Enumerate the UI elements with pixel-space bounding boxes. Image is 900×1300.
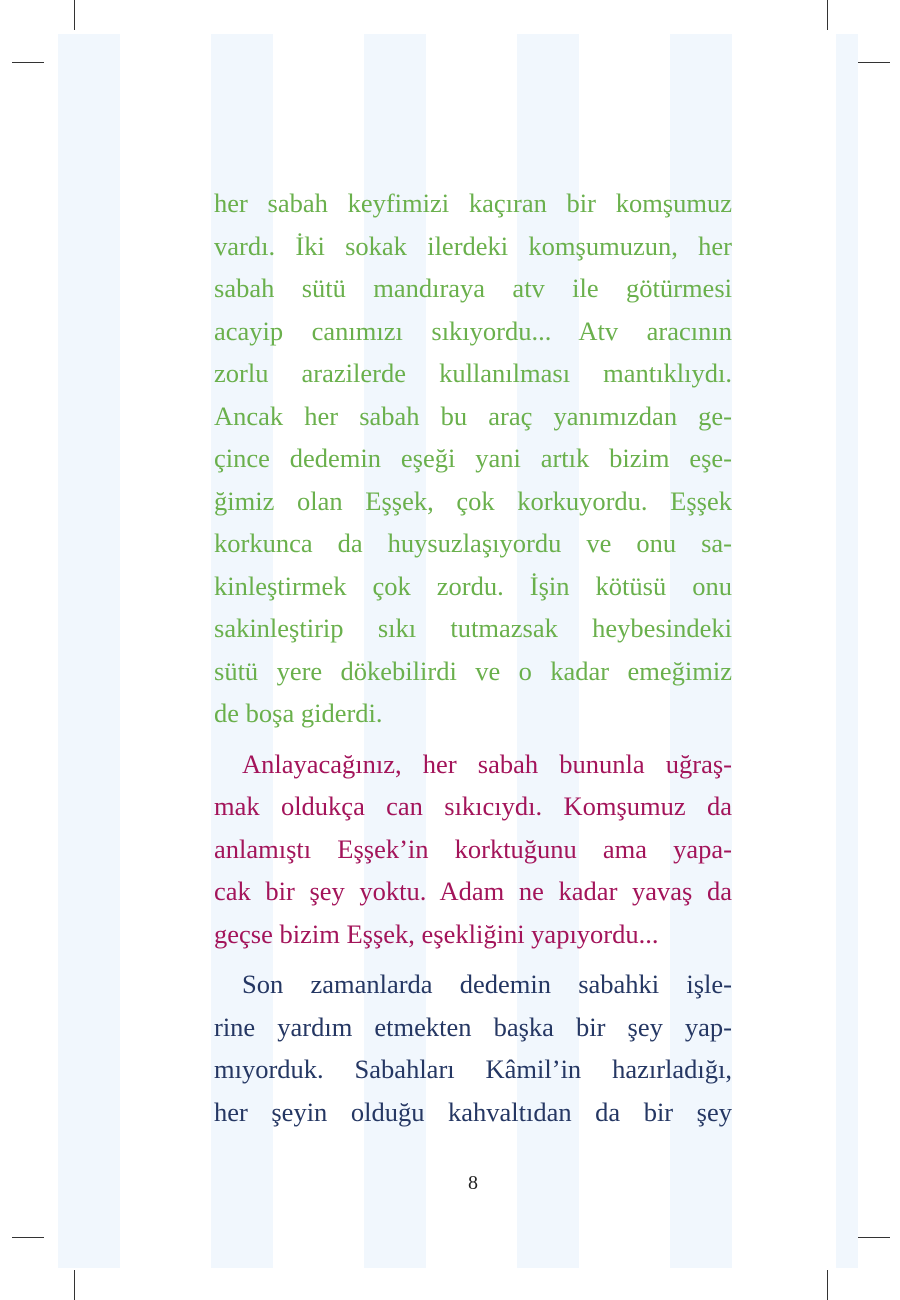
background-stripe	[58, 34, 120, 1268]
text-line: geçse bizim Eşşek, eşekliğini yapıyordu...	[214, 918, 659, 949]
text-line: ğimiz olan Eşşek, çok korkuyordu. Eşşek	[214, 485, 732, 516]
crop-mark-bottom-left	[12, 1237, 44, 1238]
text-line: vardı. İki sokak ilerdeki komşumuzun, her	[214, 230, 732, 261]
text-line: de boşa giderdi.	[214, 698, 383, 728]
text-line: Ancak her sabah bu araç yanımızdan ge-	[214, 400, 732, 431]
text-line: Son zamanlarda dedemin sabahki işle-	[242, 969, 732, 999]
crop-mark-top-left	[12, 62, 44, 63]
page-body-text	[214, 182, 732, 1133]
page-number: 8	[468, 1172, 478, 1194]
crop-mark-top-right	[858, 62, 890, 63]
text-line: mak oldukça can sıkıcıydı. Komşumuz da	[214, 791, 732, 821]
text-line: sabah sütü mandıraya atv ile götürmesi	[214, 273, 732, 303]
paragraph-2	[214, 743, 732, 956]
crop-mark-bottom-right	[858, 1237, 890, 1238]
paragraph-1	[214, 182, 732, 735]
crop-mark-bottom-right	[827, 1270, 828, 1300]
text-line: her şeyin olduğu kahvaltıdan da bir şey	[214, 1096, 732, 1127]
text-line: sakinleştirip sıkı tutmazsak heybesindeki	[214, 613, 732, 643]
text-line: mıyorduk. Sabahları Kâmil’in hazırladığı,	[214, 1054, 732, 1084]
crop-mark-top-left	[74, 0, 75, 30]
text-line: kinleştirmek çok zordu. İşin kötüsü onu	[214, 570, 732, 601]
paragraph-3	[214, 963, 732, 1133]
crop-mark-top-right	[827, 0, 828, 30]
crop-mark-bottom-left	[74, 1270, 75, 1300]
text-line: korkunca da huysuzlaşıyordu ve onu sa-	[214, 528, 732, 558]
text-line: her sabah keyfimizi kaçıran bir komşumuz	[214, 188, 732, 218]
background-stripe	[836, 34, 858, 1268]
text-line: anlamıştı Eşşek’in korktuğunu ama yapa-	[214, 833, 732, 864]
text-line: zorlu arazilerde kullanılması mantıklıydı.	[214, 358, 732, 388]
text-line: acayip canımızı sıkıyordu... Atv aracının	[214, 315, 732, 346]
text-line: rine yardım etmekten başka bir şey yap-	[214, 1011, 732, 1042]
text-line: çince dedemin eşeği yani artık bizim eşe-	[214, 443, 732, 473]
text-line: Anlayacağınız, her sabah bununla uğraş-	[242, 748, 732, 779]
text-line: cak bir şey yoktu. Adam ne kadar yavaş da	[214, 876, 732, 906]
text-line: sütü yere dökebilirdi ve o kadar emeğimiz	[214, 655, 732, 686]
